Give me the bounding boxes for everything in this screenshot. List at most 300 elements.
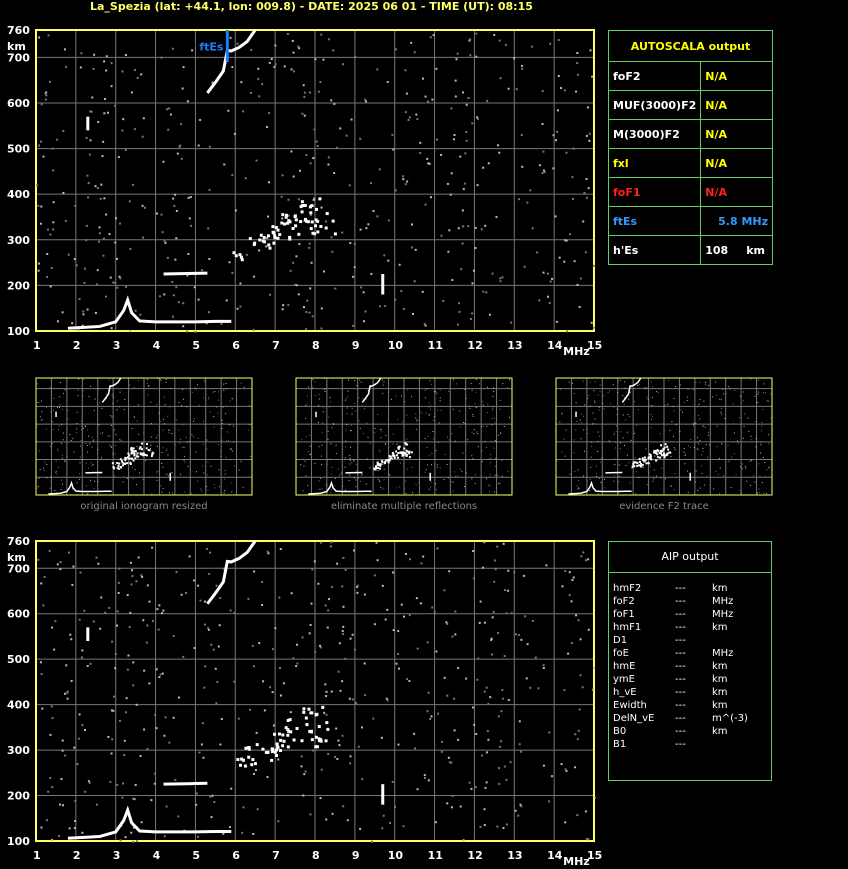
trace-point [247, 756, 250, 759]
noise-point [250, 92, 252, 94]
noise-point [440, 400, 441, 401]
noise-point [184, 447, 185, 448]
x-tick-label: 2 [72, 339, 81, 352]
noise-point [341, 680, 343, 682]
noise-point [137, 458, 138, 459]
trace-point [294, 215, 297, 218]
noise-point [636, 425, 637, 426]
noise-point [593, 390, 594, 391]
noise-point [53, 430, 54, 431]
noise-point [494, 559, 496, 561]
noise-point [327, 441, 328, 442]
noise-point [331, 474, 332, 475]
trace-point [251, 758, 254, 761]
noise-point [218, 469, 219, 470]
noise-point [327, 753, 329, 755]
noise-point [424, 323, 426, 325]
trace-point [283, 740, 286, 743]
noise-point [62, 455, 63, 456]
noise-point [593, 667, 595, 669]
noise-point [277, 820, 279, 822]
noise-point [312, 379, 313, 380]
noise-point [721, 399, 722, 400]
noise-point [688, 446, 689, 447]
noise-point [527, 643, 529, 645]
noise-point [687, 400, 688, 401]
noise-point [240, 81, 242, 83]
noise-point [604, 487, 605, 488]
noise-point [578, 487, 579, 488]
noise-point [310, 624, 312, 626]
noise-point [416, 484, 417, 485]
aip-value: --- [675, 687, 686, 698]
noise-point [302, 490, 303, 491]
noise-point [127, 669, 129, 671]
noise-point [227, 431, 228, 432]
noise-point [719, 493, 720, 494]
noise-point [600, 391, 601, 392]
noise-point [631, 440, 632, 441]
noise-point [281, 217, 283, 219]
noise-point [321, 464, 322, 465]
noise-point [116, 287, 118, 289]
noise-point [134, 387, 135, 388]
noise-point [356, 470, 357, 471]
noise-point [204, 601, 206, 603]
noise-point [401, 604, 403, 606]
trace-point [403, 448, 405, 450]
noise-point [571, 579, 573, 581]
noise-point [345, 490, 346, 491]
autoscala-value-text: N/A [705, 98, 727, 112]
aip-unit: km [712, 661, 728, 672]
trace-point [321, 706, 324, 709]
noise-point [352, 325, 354, 327]
trace-Es_upper [207, 541, 255, 604]
noise-point [320, 542, 322, 544]
ftes-annotation: ftEs [199, 40, 224, 54]
noise-point [743, 400, 744, 401]
noise-point [221, 718, 223, 720]
noise-point [204, 424, 205, 425]
noise-point [58, 450, 59, 451]
noise-point [197, 438, 198, 439]
noise-point [463, 188, 465, 190]
trace-point [406, 450, 408, 452]
noise-point [762, 482, 763, 483]
trace-point [287, 745, 290, 748]
noise-point [241, 832, 243, 834]
noise-point [174, 194, 176, 196]
noise-point [602, 412, 603, 413]
noise-point [57, 449, 58, 450]
trace-point [300, 739, 303, 742]
noise-point [415, 249, 417, 251]
noise-point [53, 201, 55, 203]
noise-point [83, 379, 84, 380]
noise-point [160, 485, 161, 486]
noise-point [41, 673, 43, 675]
noise-point [69, 434, 70, 435]
noise-point [720, 412, 721, 413]
noise-point [471, 282, 473, 284]
noise-point [208, 258, 210, 260]
noise-point [551, 775, 553, 777]
noise-point [137, 420, 138, 421]
noise-point [211, 466, 212, 467]
noise-point [486, 781, 488, 783]
noise-point [511, 404, 512, 405]
noise-point [434, 391, 435, 392]
noise-point [184, 491, 185, 492]
noise-point [303, 306, 305, 308]
noise-point [420, 411, 421, 412]
noise-point [88, 468, 89, 469]
noise-point [258, 95, 260, 97]
noise-point [700, 488, 701, 489]
noise-point [398, 419, 399, 420]
noise-point [500, 400, 501, 401]
noise-point [437, 410, 438, 411]
noise-point [256, 732, 258, 734]
noise-point [280, 695, 282, 697]
noise-point [225, 413, 226, 414]
noise-point [475, 474, 476, 475]
x-tick-label: 10 [387, 849, 404, 862]
noise-point [636, 471, 637, 472]
autoscala-value-text: N/A [705, 127, 727, 141]
noise-point [698, 404, 699, 405]
noise-point [486, 100, 488, 102]
noise-point [380, 451, 381, 452]
noise-point [580, 638, 582, 640]
thumb-caption-f2: evidence F2 trace [619, 501, 709, 512]
noise-point [211, 816, 213, 818]
noise-point [416, 429, 417, 430]
noise-point [571, 642, 573, 644]
trace-point [266, 751, 269, 754]
noise-point [37, 205, 39, 207]
noise-point [168, 107, 170, 109]
noise-point [97, 449, 98, 450]
noise-point [125, 149, 127, 151]
noise-point [223, 164, 225, 166]
noise-point [349, 184, 351, 186]
noise-point [585, 810, 587, 812]
noise-point [573, 576, 575, 578]
noise-point [690, 439, 691, 440]
noise-point [543, 169, 545, 171]
noise-point [425, 472, 426, 473]
noise-point [444, 479, 445, 480]
noise-point [358, 420, 359, 421]
aip-unit: MHz [712, 648, 734, 659]
noise-point [593, 423, 594, 424]
noise-point [188, 466, 189, 467]
noise-point [705, 384, 706, 385]
noise-point [615, 459, 616, 460]
noise-point [370, 273, 372, 275]
noise-point [87, 429, 88, 430]
noise-point [614, 464, 615, 465]
noise-point [109, 445, 110, 446]
noise-point [440, 154, 442, 156]
noise-point [684, 463, 685, 464]
trace-point [144, 454, 146, 456]
noise-point [314, 560, 316, 562]
noise-point [487, 739, 489, 741]
noise-point [393, 433, 394, 434]
noise-point [694, 447, 695, 448]
noise-point [644, 387, 645, 388]
noise-point [106, 55, 108, 57]
noise-point [74, 800, 76, 802]
noise-point [85, 239, 87, 241]
noise-point [382, 585, 384, 587]
noise-point [67, 419, 68, 420]
noise-point [507, 570, 509, 572]
noise-point [703, 448, 704, 449]
noise-point [78, 379, 79, 380]
noise-point [744, 414, 745, 415]
noise-point [59, 407, 60, 408]
noise-point [760, 444, 761, 445]
noise-point [62, 458, 63, 459]
noise-point [332, 813, 334, 815]
noise-point [401, 396, 402, 397]
noise-point [133, 478, 134, 479]
noise-point [741, 493, 742, 494]
noise-point [580, 555, 582, 557]
noise-point [565, 152, 567, 154]
noise-point [330, 236, 332, 238]
noise-point [51, 717, 53, 719]
trace-point [146, 443, 148, 445]
noise-point [610, 403, 611, 404]
noise-point [38, 263, 40, 265]
noise-point [362, 405, 363, 406]
noise-point [517, 815, 519, 817]
trace-point [278, 732, 281, 735]
noise-point [563, 261, 565, 263]
noise-point [477, 657, 479, 659]
noise-point [128, 409, 129, 410]
trace-point [270, 759, 273, 762]
noise-point [656, 391, 657, 392]
autoscala-value-text: N/A [705, 156, 727, 170]
noise-point [134, 798, 136, 800]
noise-point [198, 145, 200, 147]
noise-point [271, 58, 273, 60]
trace-point [411, 451, 413, 453]
noise-point [89, 396, 90, 397]
noise-point [231, 174, 233, 176]
aip-value: --- [675, 596, 686, 607]
noise-point [716, 446, 717, 447]
noise-point [650, 466, 651, 467]
noise-point [361, 778, 363, 780]
noise-point [71, 322, 73, 324]
trace-point [314, 224, 317, 227]
noise-point [97, 269, 99, 271]
y-tick-label: 200 [7, 789, 30, 803]
noise-point [695, 423, 696, 424]
y-tick-label: 760 [7, 535, 30, 548]
autoscala-row [609, 178, 773, 207]
noise-point [630, 391, 631, 392]
noise-point [518, 198, 520, 200]
noise-point [305, 154, 307, 156]
noise-point [159, 401, 160, 402]
trace-point [137, 456, 139, 458]
noise-point [586, 135, 588, 137]
noise-point [333, 103, 335, 105]
noise-point [761, 422, 762, 423]
noise-point [114, 282, 116, 284]
noise-point [210, 644, 212, 646]
noise-point [378, 479, 379, 480]
noise-point [195, 804, 197, 806]
noise-point [492, 408, 493, 409]
noise-point [143, 670, 145, 672]
noise-point [475, 733, 477, 735]
noise-point [49, 777, 51, 779]
noise-point [67, 410, 68, 411]
noise-point [652, 481, 653, 482]
noise-point [237, 43, 239, 45]
noise-point [764, 493, 765, 494]
aip-row [613, 609, 773, 622]
noise-point [125, 836, 127, 838]
noise-point [188, 197, 190, 199]
x-tick-label: 5 [192, 339, 201, 352]
noise-point [549, 302, 551, 304]
trace-point [142, 454, 144, 456]
noise-point [467, 439, 468, 440]
aip-name: foE [613, 648, 629, 659]
noise-point [614, 475, 615, 476]
aip-value: --- [675, 713, 686, 724]
noise-point [354, 243, 356, 245]
noise-point [693, 389, 694, 390]
noise-point [323, 407, 324, 408]
noise-point [80, 457, 81, 458]
autoscala-value-text: 108 [705, 243, 729, 257]
noise-point [695, 481, 696, 482]
noise-point [520, 639, 522, 641]
noise-point [464, 152, 466, 154]
trace-point [272, 231, 275, 234]
noise-point [340, 406, 341, 407]
noise-point [330, 401, 331, 402]
noise-point [79, 298, 81, 300]
noise-point [219, 624, 221, 626]
noise-point [179, 145, 181, 147]
noise-point [231, 482, 232, 483]
noise-point [427, 388, 428, 389]
noise-point [71, 584, 73, 586]
noise-point [176, 420, 177, 421]
trace-point [668, 452, 670, 454]
noise-point [49, 550, 51, 552]
noise-point [624, 381, 625, 382]
noise-point [224, 478, 225, 479]
noise-point [357, 431, 358, 432]
noise-point [492, 418, 493, 419]
trace-point [281, 213, 284, 216]
noise-point [257, 808, 259, 810]
trace-point [149, 449, 151, 451]
noise-point [51, 786, 53, 788]
noise-point [471, 383, 472, 384]
noise-point [668, 380, 669, 381]
noise-point [325, 695, 327, 697]
noise-point [364, 694, 366, 696]
noise-point [354, 649, 356, 651]
noise-point [613, 434, 614, 435]
noise-point [198, 299, 200, 301]
trace-point [118, 463, 120, 465]
noise-point [41, 708, 43, 710]
noise-point [119, 223, 121, 225]
noise-point [587, 428, 588, 429]
noise-point [422, 413, 423, 414]
noise-point [354, 477, 355, 478]
noise-point [184, 456, 185, 457]
noise-point [352, 698, 354, 700]
noise-point [63, 439, 64, 440]
noise-point [342, 630, 344, 632]
noise-point [213, 392, 214, 393]
noise-point [339, 474, 340, 475]
noise-point [542, 90, 544, 92]
noise-point [242, 806, 244, 808]
trace-point [250, 763, 253, 766]
noise-point [628, 462, 629, 463]
noise-point [156, 727, 158, 729]
noise-point [320, 797, 322, 799]
noise-point [184, 460, 185, 461]
noise-point [159, 295, 161, 297]
noise-point [482, 167, 484, 169]
noise-point [46, 819, 48, 821]
noise-point [489, 314, 491, 316]
noise-point [526, 677, 528, 679]
noise-point [486, 687, 488, 689]
noise-point [721, 443, 722, 444]
noise-point [116, 625, 118, 627]
noise-point [359, 828, 361, 830]
noise-point [94, 488, 95, 489]
aip-unit: km [712, 700, 728, 711]
noise-point [495, 440, 496, 441]
noise-point [604, 408, 605, 409]
noise-point [68, 552, 70, 554]
trace-flat_1 [164, 273, 208, 274]
noise-point [121, 70, 123, 72]
noise-point [348, 391, 349, 392]
trace-point [315, 713, 318, 716]
noise-point [406, 93, 408, 95]
noise-point [86, 175, 88, 177]
noise-point [218, 391, 219, 392]
noise-point [86, 463, 87, 464]
noise-point [350, 638, 352, 640]
noise-point [111, 446, 112, 447]
noise-point [596, 465, 597, 466]
noise-point [209, 552, 211, 554]
noise-point [162, 452, 163, 453]
